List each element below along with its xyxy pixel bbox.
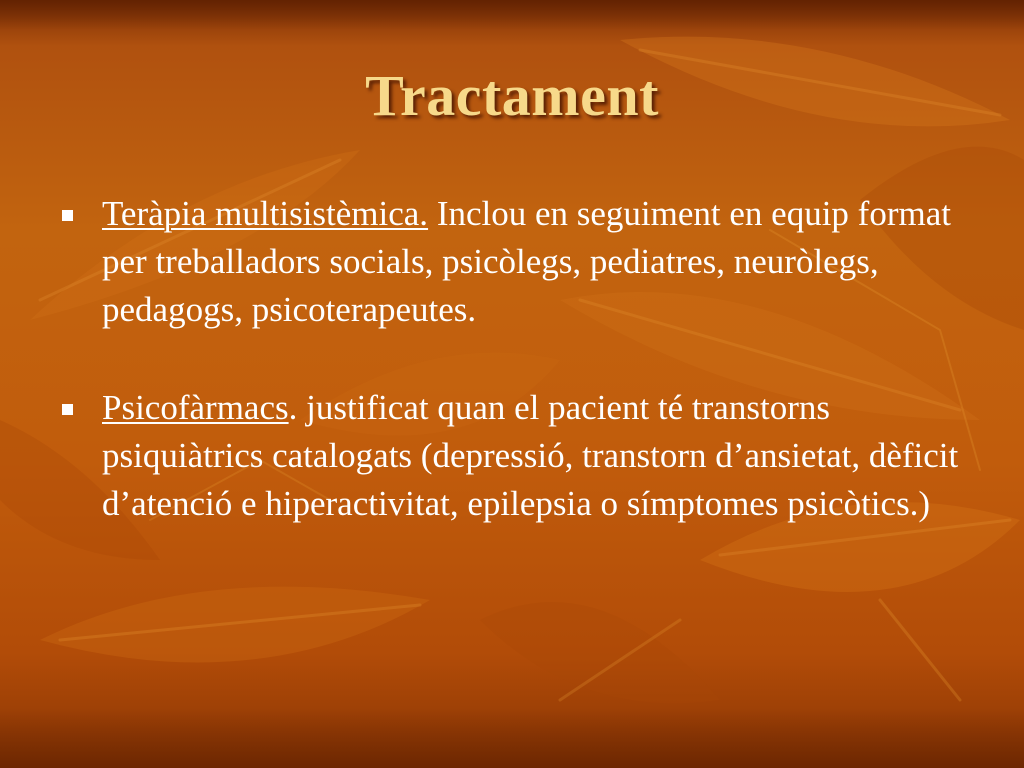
bullet-text: Inclou en seguiment en equip format per treballadors socials, psicòlegs, pediatres, neuròlegs, pedagogs, psicoterapeutes. xyxy=(102,194,951,329)
bullet-item-psychopharmacs xyxy=(62,384,982,528)
slide-title: Tractament xyxy=(365,63,659,128)
square-bullet-icon xyxy=(62,404,73,415)
bullet-term: Psicofàrmacs xyxy=(102,388,289,427)
bullet-term: Teràpia multisistèmica. xyxy=(102,194,429,233)
square-bullet-icon xyxy=(62,210,73,221)
bullet-text: . justificat quan el pacient té transtorns psiquiàtrics catalogats (depressió, transtorn d’ansietat, dèficit d’atenció e hiperactivitat, epilepsia o símptomes psicòtics.) xyxy=(102,388,959,523)
top-shade xyxy=(0,0,1024,30)
bottom-shade xyxy=(0,708,1024,768)
bullet-list xyxy=(62,190,982,528)
bullet-item-therapy xyxy=(62,190,982,334)
